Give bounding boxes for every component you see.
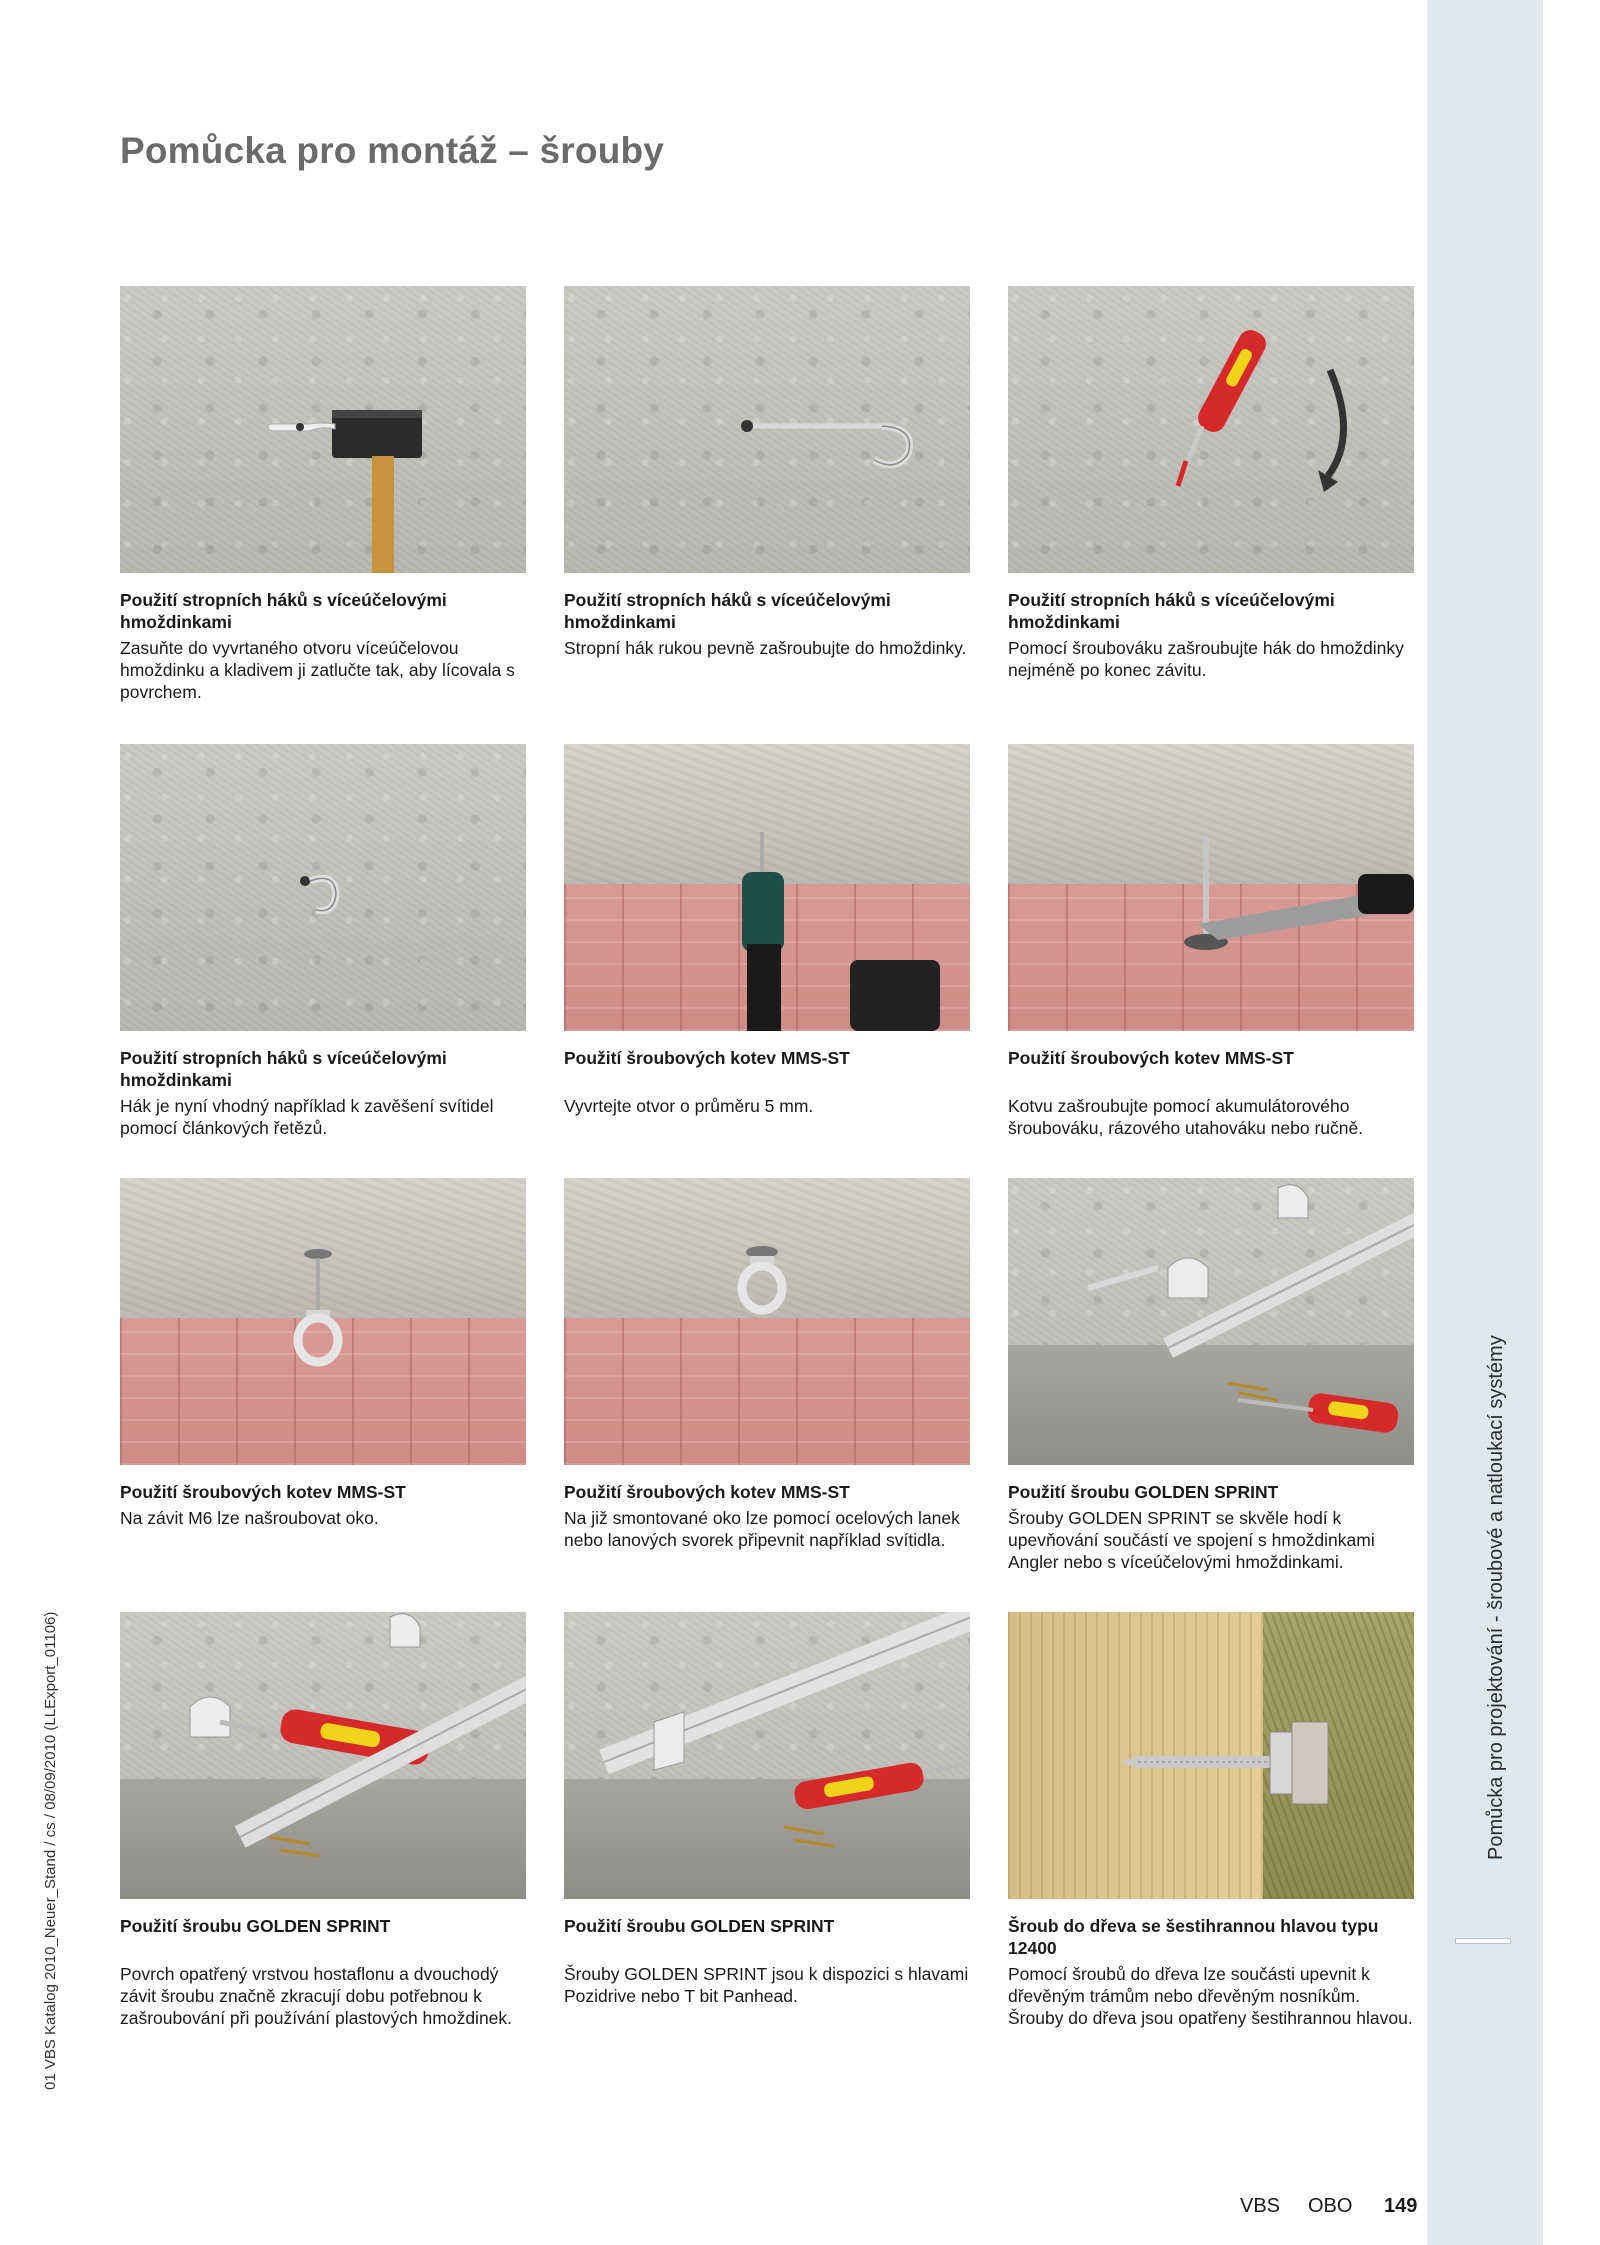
card-text: Pomocí šroubů do dřeva lze součásti upevnit k dřevěným trámům nebo dřevěným nosníkům. Šrouby do dřeva jsou opatřeny šestihrannou hlavou. <box>1008 1964 1413 2028</box>
card-text: Na závit M6 lze našroubovat oko. <box>120 1508 379 1528</box>
side-tab-marker <box>1455 1938 1511 1944</box>
photo-screwdriver-clip <box>120 1612 526 1899</box>
card-text: Na již smontované oko lze pomocí ocelových lanek nebo lanových svorek připevnit například svítidla. <box>564 1508 960 1550</box>
photo-impact-wrench-anchor <box>1008 744 1414 1031</box>
step-card-9 <box>1008 1178 1414 1573</box>
card-text: Povrch opatřený vrstvou hostaflonu a dvouchodý závit šroubu značně zkracují dobu potřebnou k zašroubování při používání plastových hmoždinek. <box>120 1964 513 2028</box>
card-heading: Použití šroubových kotev MMS-ST <box>564 1482 850 1502</box>
photo-hammer-dowel <box>120 286 526 573</box>
photo-golden-sprint-clips <box>1008 1178 1414 1465</box>
card-heading: Použití šroubových kotev MMS-ST <box>1008 1048 1294 1068</box>
card-heading: Použití šroubových kotev MMS-ST <box>564 1048 850 1068</box>
step-card-3 <box>1008 286 1414 681</box>
card-heading: Použití šroubu GOLDEN SPRINT <box>564 1916 835 1936</box>
step-card-8 <box>564 1178 970 1551</box>
card-heading: Použití šroubu GOLDEN SPRINT <box>120 1916 391 1936</box>
step-card-6 <box>1008 744 1414 1139</box>
card-text: Stropní hák rukou pevně zašroubujte do hmoždinky. <box>564 638 967 658</box>
step-card-2 <box>564 286 970 659</box>
card-text: Šrouby GOLDEN SPRINT se skvěle hodí k upevňování součástí ve spojení s hmoždinkami Angler nebo s víceúčelovými hmoždinkami. <box>1008 1508 1375 1572</box>
step-card-12 <box>1008 1612 1414 2029</box>
side-section-label: Pomůcka pro projektování - šroubové a natloukací systémy <box>1485 1335 1507 1860</box>
imprint-line: 01 VBS Katalog 2010_Neuer_Stand / cs / 08/09/2010 (LLExport_01106) <box>42 1611 59 2090</box>
card-heading: Použití stropních háků s víceúčelovými hmoždinkami <box>564 590 891 632</box>
photo-drill-ceiling <box>564 744 970 1031</box>
page-number: 149 <box>1384 2195 1418 2217</box>
photo-mounted-pipe <box>564 1612 970 1899</box>
step-card-5 <box>564 744 970 1117</box>
page-title: Pomůcka pro montáž – šrouby <box>120 130 665 171</box>
card-text: Kotvu zašroubujte pomocí akumulátorového šroubováku, rázového utahováku nebo ručně. <box>1008 1096 1364 1138</box>
step-card-11 <box>564 1612 970 2007</box>
card-text: Vyvrtejte otvor o průměru 5 mm. <box>564 1096 814 1116</box>
card-text: Zasuňte do vyvrtaného otvoru víceúčelovou hmoždinku a kladivem ji zatlučte tak, aby lícovala s povrchem. <box>120 638 515 702</box>
card-heading: Použití stropních háků s víceúčelovými hmoždinkami <box>120 590 447 632</box>
card-heading: Použití stropních háků s víceúčelovými hmoždinkami <box>1008 590 1335 632</box>
photo-mounted-eye <box>564 1178 970 1465</box>
step-card-4 <box>120 744 526 1139</box>
step-card-10 <box>120 1612 526 2029</box>
footer-brand-vbs: VBS <box>1240 2195 1281 2217</box>
card-text: Šrouby GOLDEN SPRINT jsou k dispozici s hlavami Pozidrive nebo T bit Panhead. <box>564 1964 969 2006</box>
card-heading: Šroub do dřeva se šestihrannou hlavou typu 12400 <box>1008 1916 1379 1958</box>
photo-hand-screw-hook <box>564 286 970 573</box>
card-text: Pomocí šroubováku zašroubujte hák do hmoždinky nejméně po konec závitu. <box>1008 638 1404 680</box>
photo-screwdriver-hook <box>1008 286 1414 573</box>
card-heading: Použití stropních háků s víceúčelovými hmoždinkami <box>120 1048 447 1090</box>
card-text: Hák je nyní vhodný například k zavěšení svítidel pomocí článkových řetězů. <box>120 1096 494 1138</box>
photo-eye-nut <box>120 1178 526 1465</box>
step-card-1 <box>120 286 526 703</box>
footer-brand-obo: OBO <box>1308 2195 1353 2217</box>
card-heading: Použití šroubových kotev MMS-ST <box>120 1482 406 1502</box>
card-heading: Použití šroubu GOLDEN SPRINT <box>1008 1482 1279 1502</box>
side-band <box>1427 0 1543 2245</box>
step-card-7 <box>120 1178 526 1529</box>
photo-mounted-hook <box>120 744 526 1031</box>
photo-wood-screw <box>1008 1612 1414 1899</box>
